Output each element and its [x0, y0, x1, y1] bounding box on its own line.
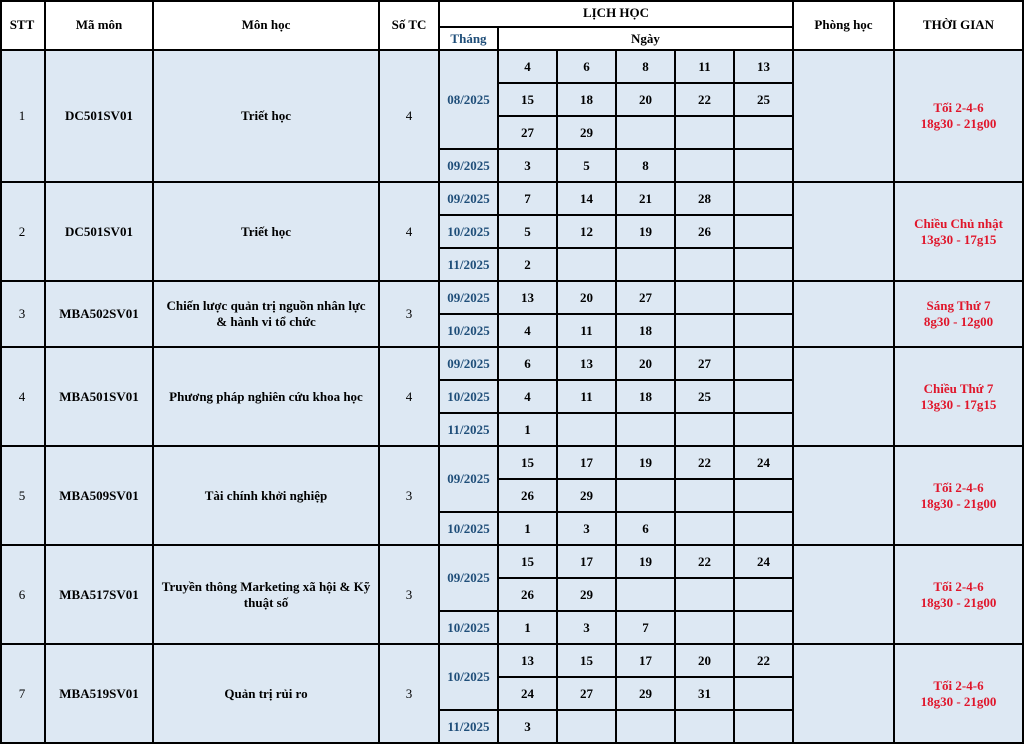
course-credits: 4	[380, 51, 440, 183]
day-cell: 22	[676, 546, 735, 579]
day-cell: 17	[558, 546, 617, 579]
course-code: DC501SV01	[46, 51, 154, 183]
course-credits: 3	[380, 645, 440, 744]
header-month: Tháng	[440, 28, 499, 51]
day-cell	[617, 579, 676, 612]
day-cell	[617, 711, 676, 744]
time-hours: 18g30 - 21g00	[920, 495, 997, 511]
header-course-code: Mã môn	[46, 0, 154, 51]
course-room	[794, 348, 895, 447]
month-label: 10/2025	[440, 216, 499, 249]
time-days: Tối 2-4-6	[933, 100, 984, 115]
month-label: 10/2025	[440, 645, 499, 711]
day-cell: 29	[558, 579, 617, 612]
day-cell	[676, 414, 735, 447]
day-cell: 20	[617, 348, 676, 381]
day-cell: 19	[617, 447, 676, 480]
day-cell: 6	[558, 51, 617, 84]
day-cell: 4	[499, 381, 558, 414]
month-label: 09/2025	[440, 546, 499, 612]
day-cell: 7	[499, 183, 558, 216]
month-label: 09/2025	[440, 183, 499, 216]
day-cell: 1	[499, 612, 558, 645]
day-cell	[617, 117, 676, 150]
day-cell	[676, 711, 735, 744]
header-time: THỜI GIAN	[895, 0, 1024, 51]
day-cell	[735, 480, 794, 513]
day-cell: 22	[735, 645, 794, 678]
day-cell: 13	[735, 51, 794, 84]
day-cell	[676, 150, 735, 183]
day-cell	[558, 711, 617, 744]
day-cell	[735, 612, 794, 645]
day-cell: 26	[499, 480, 558, 513]
course-name: Tài chính khởi nghiệp	[154, 447, 380, 546]
course-room	[794, 645, 895, 744]
course-credits: 3	[380, 282, 440, 348]
course-name: Triết học	[154, 51, 380, 183]
course-time	[895, 348, 1024, 447]
time-days: Chiều Thứ 7	[923, 380, 994, 396]
day-cell: 25	[676, 381, 735, 414]
day-cell: 14	[558, 183, 617, 216]
course-name: Triết học	[154, 183, 380, 282]
day-cell: 8	[617, 51, 676, 84]
day-cell: 11	[558, 381, 617, 414]
course-stt: 7	[0, 645, 46, 744]
day-cell: 1	[499, 414, 558, 447]
course-time	[895, 282, 1024, 348]
course-room	[794, 447, 895, 546]
day-cell: 15	[558, 645, 617, 678]
day-cell: 29	[617, 678, 676, 711]
day-cell: 1	[499, 513, 558, 546]
day-cell: 20	[558, 282, 617, 315]
course-stt: 2	[0, 183, 46, 282]
course-room	[794, 183, 895, 282]
time-hours: 18g30 - 21g00	[920, 693, 997, 709]
day-cell: 15	[499, 84, 558, 117]
course-name: Chiến lược quản trị nguồn nhân lực & hành vi tổ chức	[154, 282, 380, 348]
day-cell: 7	[617, 612, 676, 645]
day-cell: 18	[617, 315, 676, 348]
course-name: Phương pháp nghiên cứu khoa học	[154, 348, 380, 447]
day-cell	[735, 315, 794, 348]
day-cell	[676, 117, 735, 150]
day-cell: 3	[558, 513, 617, 546]
header-subject: Môn học	[154, 0, 380, 51]
day-cell: 18	[617, 381, 676, 414]
month-label: 10/2025	[440, 315, 499, 348]
day-cell: 4	[499, 51, 558, 84]
day-cell: 11	[558, 315, 617, 348]
course-stt: 1	[0, 51, 46, 183]
day-cell: 19	[617, 216, 676, 249]
day-cell: 19	[617, 546, 676, 579]
time-days: Tối 2-4-6	[933, 479, 984, 495]
day-cell: 28	[676, 183, 735, 216]
day-cell: 29	[558, 480, 617, 513]
day-cell: 20	[676, 645, 735, 678]
time-days: Tối 2-4-6	[933, 677, 984, 693]
day-cell: 15	[499, 447, 558, 480]
day-cell: 3	[499, 711, 558, 744]
day-cell: 5	[558, 150, 617, 183]
time-hours: 8g30 - 12g00	[923, 314, 994, 329]
day-cell	[735, 249, 794, 282]
header-schedule: LỊCH HỌC	[440, 0, 794, 28]
month-label: 10/2025	[440, 381, 499, 414]
course-code: MBA519SV01	[46, 645, 154, 744]
day-cell: 13	[499, 645, 558, 678]
month-label: 10/2025	[440, 612, 499, 645]
header-room: Phòng học	[794, 0, 895, 51]
course-stt: 5	[0, 447, 46, 546]
course-stt: 6	[0, 546, 46, 645]
day-cell: 26	[676, 216, 735, 249]
day-cell: 24	[735, 546, 794, 579]
course-room	[794, 546, 895, 645]
day-cell: 11	[676, 51, 735, 84]
day-cell: 25	[735, 84, 794, 117]
day-cell: 26	[499, 579, 558, 612]
month-label: 09/2025	[440, 348, 499, 381]
course-code: MBA517SV01	[46, 546, 154, 645]
month-label: 11/2025	[440, 414, 499, 447]
day-cell: 6	[499, 348, 558, 381]
day-cell: 27	[558, 678, 617, 711]
header-credits: Số TC	[380, 0, 440, 51]
day-cell	[676, 282, 735, 315]
day-cell	[617, 480, 676, 513]
day-cell: 2	[499, 249, 558, 282]
day-cell: 31	[676, 678, 735, 711]
month-label: 11/2025	[440, 711, 499, 744]
day-cell: 22	[676, 84, 735, 117]
time-hours: 18g30 - 21g00	[920, 116, 997, 131]
course-time	[895, 645, 1024, 744]
course-time	[895, 183, 1024, 282]
day-cell: 5	[499, 216, 558, 249]
course-time	[895, 51, 1024, 183]
day-cell	[676, 579, 735, 612]
day-cell: 21	[617, 183, 676, 216]
time-hours: 13g30 - 17g15	[920, 231, 997, 247]
course-code: MBA501SV01	[46, 348, 154, 447]
day-cell	[676, 315, 735, 348]
time-hours: 13g30 - 17g15	[920, 396, 997, 412]
day-cell: 6	[617, 513, 676, 546]
day-cell	[735, 150, 794, 183]
header-day: Ngày	[499, 28, 794, 51]
course-time	[895, 447, 1024, 546]
day-cell: 24	[499, 678, 558, 711]
day-cell	[735, 282, 794, 315]
month-label: 11/2025	[440, 249, 499, 282]
day-cell: 27	[617, 282, 676, 315]
time-hours: 18g30 - 21g00	[920, 594, 997, 610]
course-credits: 4	[380, 183, 440, 282]
day-cell	[735, 711, 794, 744]
day-cell	[735, 678, 794, 711]
course-room	[794, 51, 895, 183]
course-code: DC501SV01	[46, 183, 154, 282]
day-cell: 17	[558, 447, 617, 480]
day-cell: 15	[499, 546, 558, 579]
day-cell: 17	[617, 645, 676, 678]
month-label: 09/2025	[440, 150, 499, 183]
course-room	[794, 282, 895, 348]
day-cell: 22	[676, 447, 735, 480]
day-cell: 29	[558, 117, 617, 150]
day-cell	[735, 117, 794, 150]
day-cell	[558, 249, 617, 282]
day-cell	[676, 480, 735, 513]
header-stt: STT	[0, 0, 46, 51]
day-cell: 12	[558, 216, 617, 249]
course-code: MBA502SV01	[46, 282, 154, 348]
month-label: 08/2025	[440, 51, 499, 150]
course-time	[895, 546, 1024, 645]
month-label: 09/2025	[440, 282, 499, 315]
month-label: 10/2025	[440, 513, 499, 546]
course-code: MBA509SV01	[46, 447, 154, 546]
day-cell: 3	[499, 150, 558, 183]
course-credits: 3	[380, 546, 440, 645]
time-days: Tối 2-4-6	[933, 578, 984, 594]
course-credits: 4	[380, 348, 440, 447]
day-cell: 24	[735, 447, 794, 480]
day-cell: 27	[676, 348, 735, 381]
course-credits: 3	[380, 447, 440, 546]
day-cell	[617, 249, 676, 282]
course-name: Truyền thông Marketing xã hội & Kỹ thuật số	[154, 546, 380, 645]
day-cell: 18	[558, 84, 617, 117]
course-stt: 3	[0, 282, 46, 348]
day-cell: 20	[617, 84, 676, 117]
day-cell	[676, 612, 735, 645]
month-label: 09/2025	[440, 447, 499, 513]
day-cell: 13	[499, 282, 558, 315]
day-cell	[676, 513, 735, 546]
day-cell	[735, 381, 794, 414]
day-cell	[735, 579, 794, 612]
day-cell: 4	[499, 315, 558, 348]
course-name: Quản trị rủi ro	[154, 645, 380, 744]
time-days: Chiều Chủ nhật	[914, 215, 1003, 231]
day-cell	[735, 414, 794, 447]
day-cell: 27	[499, 117, 558, 150]
day-cell	[735, 216, 794, 249]
day-cell	[558, 414, 617, 447]
course-stt: 4	[0, 348, 46, 447]
day-cell: 3	[558, 612, 617, 645]
time-days: Sáng Thứ 7	[926, 298, 991, 313]
day-cell	[735, 513, 794, 546]
day-cell	[735, 348, 794, 381]
day-cell: 8	[617, 150, 676, 183]
day-cell	[676, 249, 735, 282]
day-cell: 13	[558, 348, 617, 381]
day-cell	[735, 183, 794, 216]
day-cell	[617, 414, 676, 447]
